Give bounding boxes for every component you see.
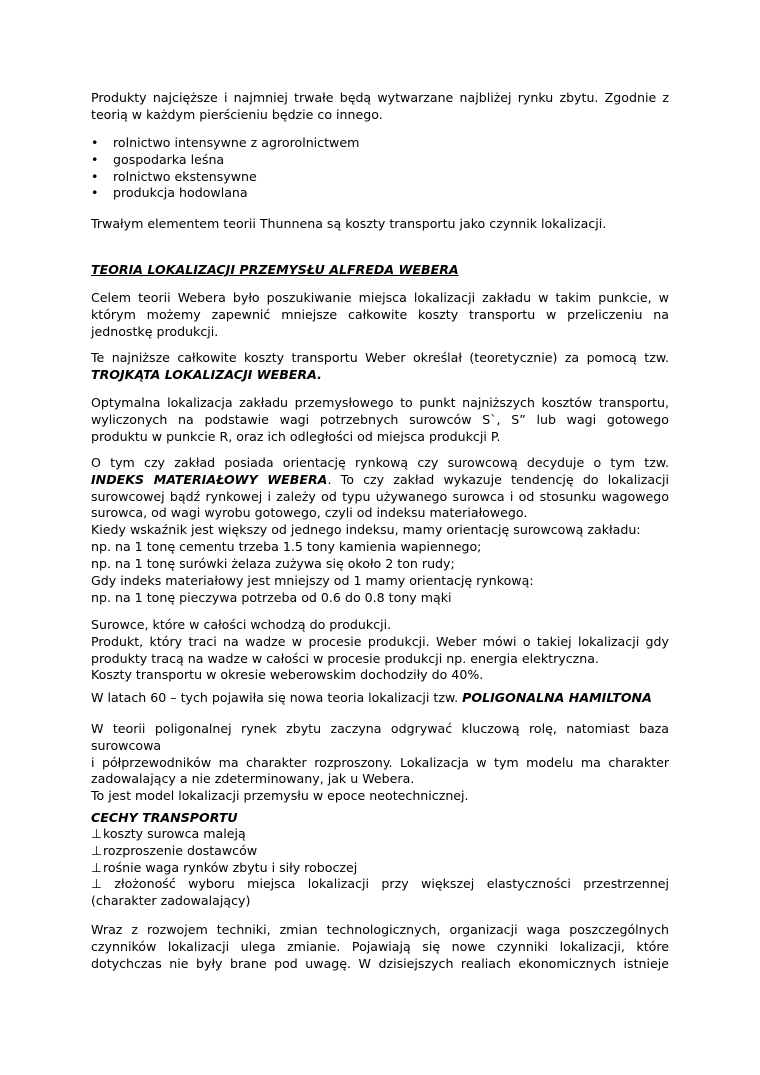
paragraph-polygon-theory — [91, 721, 669, 805]
feature-item: ⊥ złożoność wyboru miejsca lokalizacji przy większej elastyczności przestrzennej — [91, 876, 669, 892]
paragraph-raw-materials — [91, 617, 669, 684]
paragraph-weber-triangle — [91, 350, 669, 384]
feature-item: ⊥koszty surowca maleją — [91, 826, 246, 841]
text-line: np. na 1 tonę cementu trzeba 1.5 tony kamienia wapiennego; — [91, 538, 482, 554]
text-line: Produkt, który traci na wadze w procesie produkcji. Weber mówi o takiej lokalizacji gdy — [91, 633, 669, 649]
paragraph-optimal-location — [91, 395, 669, 445]
text-line: surowcowa — [91, 737, 162, 753]
paragraph-1960s — [91, 690, 669, 707]
text-line: Optymalna lokalizacja zakładu przemysłowego to punkt najniższych kosztów transportu, — [91, 395, 669, 410]
material-index-term: INDEKS MATERIAŁOWY WEBERA — [91, 471, 328, 487]
bullet-icon: • — [91, 135, 99, 150]
text-line: Celem teorii Webera było poszukiwanie miejsca lokalizacji zakładu w takim punkcie, w — [91, 290, 669, 305]
text-line: Produkty najcięższe i najmniej trwałe będą wytwarzane najbliżej rynku zbytu. Zgodnie z — [91, 90, 669, 105]
bullet-icon: • — [91, 185, 99, 201]
text-line: INDEKS MATERIAŁOWY WEBERA. To czy zakład wykazuje tendencję do lokalizacji — [91, 471, 669, 487]
transport-features-list — [91, 826, 669, 910]
text-line: W latach 60 – tych pojawiła się nowa teoria lokalizacji tzw. POLIGONALNA HAMILTONA — [91, 690, 652, 705]
feature-item: ⊥rozproszenie dostawców — [91, 842, 258, 858]
bullet-icon: • — [91, 168, 99, 184]
heading-weber-theory: TEORIA LOKALIZACJI PRZEMYSŁU ALFREDA WEBERA — [91, 262, 459, 277]
text-line: i półprzewodników ma charakter rozproszony. Lokalizacja w tym modelu ma charakter — [91, 754, 669, 770]
perpendicular-icon: ⊥ — [91, 859, 102, 875]
list-item — [91, 135, 669, 152]
text-line: O tym czy zakład posiada orientację rynkową czy surowcową decyduje o tym tzw. — [91, 455, 669, 470]
text-line: produktu w punkcie R, oraz ich odległości od miejsca produkcji P. — [91, 428, 501, 444]
paragraph-weber-goal — [91, 290, 669, 340]
perpendicular-icon: ⊥ — [91, 826, 102, 841]
text-line: teorią w każdym pierścieniu będzie co innego. — [91, 106, 383, 122]
list-item-text: gospodarka leśna — [113, 151, 225, 167]
text-line: Kiedy wskaźnik jest większy od jednego indeksu, mamy orientację surowcową zakładu: — [91, 522, 641, 538]
weber-triangle-term: TROJKĄTA LOKALIZACJI WEBERA. — [91, 366, 322, 382]
paragraph-material-index — [91, 455, 669, 573]
text-line: wyliczonych na podstawie wagi potrzebnych surowców S`, S” lub wagi gotowego — [91, 411, 669, 427]
paragraph-market-orientation — [91, 573, 669, 607]
text-line: zadowalający a nie zdeterminowany, jak u Webera. — [91, 771, 415, 787]
text-line: Trwałym elementem teorii Thunnena są koszty transportu jako czynnik lokalizacji. — [91, 216, 607, 231]
list-item-text: rolnictwo intensywne z agrorolnictwem — [113, 135, 360, 150]
hamilton-polygon-term: POLIGONALNA HAMILTONA — [462, 690, 652, 705]
paragraph-final — [91, 922, 669, 972]
text-line: surowcowej bądź rynkowej i zależy od typu używanego surowca i od stosunku wagowego — [91, 488, 669, 504]
text-line: (charakter zadowalający) — [91, 893, 251, 909]
perpendicular-icon: ⊥ — [91, 842, 102, 858]
text-line: Wraz z rozwojem techniki, zmian technologicznych, organizacji waga poszczególnych — [91, 922, 669, 937]
text-line: Te najniższe całkowite koszty transportu Weber określał (teoretycznie) za pomocą tzw. — [91, 350, 669, 365]
text-line: jednostkę produkcji. — [91, 323, 219, 339]
list-item — [91, 152, 669, 169]
text-line: dotychczas nie były brane pod uwagę. W dzisiejszych realiach ekonomicznych istnieje — [91, 955, 669, 971]
heading-transport-features: CECHY TRANSPORTU — [91, 810, 238, 825]
text-line: np. na 1 tonę surówki żelaza zużywa się około 2 ton rudy; — [91, 555, 455, 571]
paragraph-intro — [91, 90, 669, 124]
text-line: W teorii poligonalnej rynek zbytu zaczyna odgrywać kluczową rolę, natomiast baza — [91, 721, 669, 736]
list-item — [91, 185, 669, 202]
text-line: surowca, od wagi wyrobu gotowego, czyli od indeksu materiałowego. — [91, 505, 528, 521]
text-line: To jest model lokalizacji przemysłu w epoce neotechnicznej. — [91, 788, 469, 804]
text-line: Gdy indeks materiałowy jest mniejszy od 1 mamy orientację rynkową: — [91, 573, 534, 588]
list-item — [91, 169, 669, 186]
text-line: Surowce, które w całości wchodzą do produkcji. — [91, 617, 392, 632]
paragraph-thunnen — [91, 216, 669, 233]
text-line: Koszty transportu w okresie weberowskim dochodziły do 40%. — [91, 667, 484, 683]
feature-item: ⊥rośnie waga rynków zbytu i siły roboczej — [91, 859, 358, 875]
perpendicular-icon: ⊥ — [91, 876, 102, 892]
text-line: produkty tracą na wadze w całości w procesie produkcji np. energia elektryczna. — [91, 650, 599, 666]
bullet-icon: • — [91, 151, 99, 167]
list-item-text: rolnictwo ekstensywne — [113, 168, 257, 184]
list-item-text: produkcja hodowlana — [113, 185, 248, 201]
text-line: czynników lokalizacji ulega zmianie. Pojawiają się nowe czynniki lokalizacji, które — [91, 938, 669, 954]
text-line: którym możemy zapewnić mniejsze całkowite koszty transportu w przeliczeniu na — [91, 306, 669, 322]
bullet-list — [91, 135, 669, 202]
text-line: np. na 1 tonę pieczywa potrzeba od 0.6 do 0.8 tony mąki — [91, 589, 452, 605]
